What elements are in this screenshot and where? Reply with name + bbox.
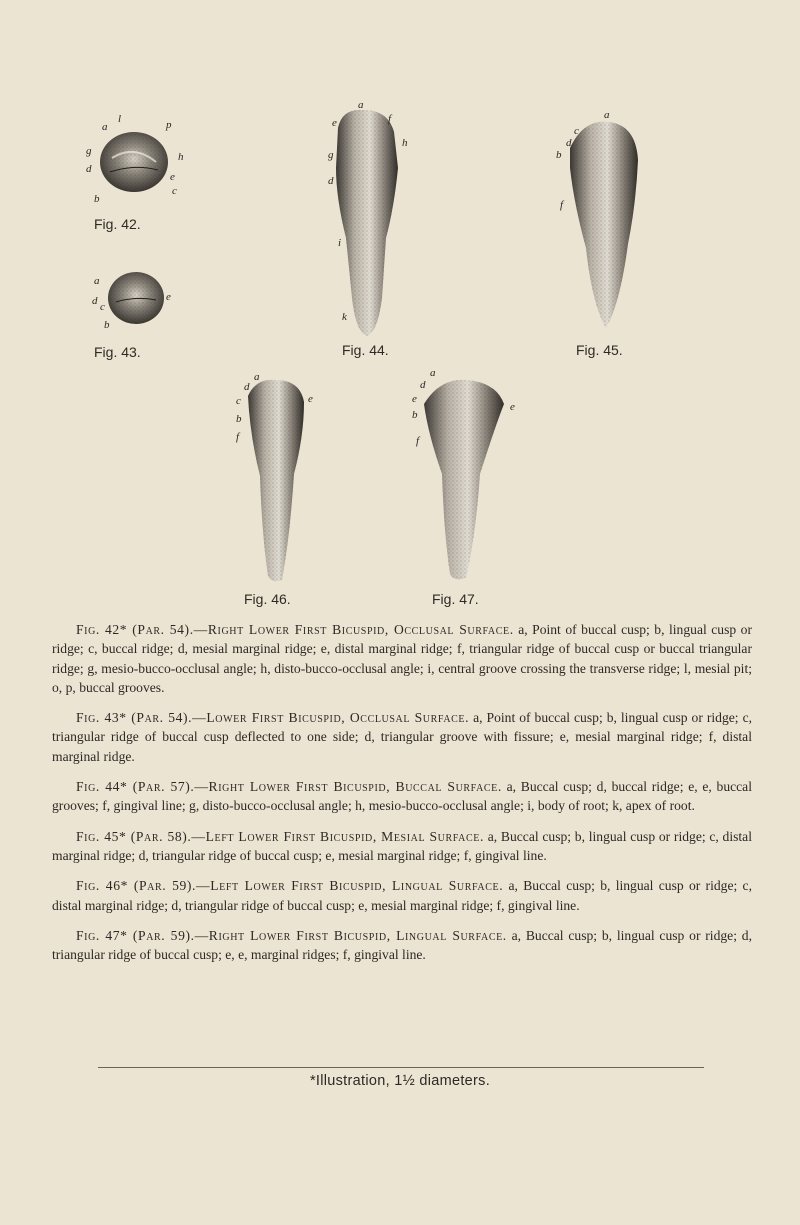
fig46-letter-d: d — [244, 381, 250, 393]
fig47-letter-d: d — [420, 379, 426, 391]
fig42-letter-d: d — [86, 163, 92, 175]
caption-fig-47: Fig. 47* (Par. 59).—Right Lower First Bicuspid, Lingual Surface. a, Buccal cusp; b, lingual cusp or ridge; d, triangular ridge of buccal cusp; e, e, marginal ridges; f, gingival line. — [52, 927, 752, 963]
fig47-letter-e-left: e — [412, 393, 417, 405]
fig44-letter-h: h — [402, 137, 408, 149]
tooth-lingual-illustration — [224, 366, 324, 592]
caption-fig-45: Fig. 45* (Par. 58).—Left Lower First Bicuspid, Mesial Surface. a, Buccal cusp; b, lingual cusp or ridge; c, distal marginal ridge; d, triangular ridge of buccal cusp; e, mesial marginal ridge; f, gingival line. — [52, 828, 752, 863]
fig42-letter-a: a — [102, 121, 108, 133]
footnote-divider — [98, 1067, 704, 1068]
fig43-letter-d: d — [92, 295, 98, 307]
tooth-buccal-illustration — [302, 98, 432, 344]
figure-46 — [224, 366, 324, 592]
figure-44 — [302, 98, 432, 344]
fig46-letter-f: f — [236, 431, 240, 443]
fig42-letter-b: b — [94, 193, 100, 205]
fig46-letter-c: c — [236, 395, 241, 407]
fig45-letter-f: f — [560, 199, 564, 211]
fig45-letter-a: a — [604, 109, 610, 121]
fig44-letter-g: g — [328, 149, 334, 161]
fig44-letter-a: a — [358, 99, 364, 111]
fig42-letter-e: e — [170, 171, 175, 183]
fig-44-label: Fig. 44. — [342, 342, 389, 358]
fig47-letter-a: a — [430, 367, 436, 379]
fig47-letter-e-right: e — [510, 401, 515, 413]
fig44-letter-f: f — [388, 113, 392, 125]
tooth-occlusal-illustration — [82, 114, 192, 214]
fig45-letter-d: d — [566, 137, 572, 149]
figure-43 — [86, 262, 186, 338]
footnote: *Illustration, 1½ diameters. — [309, 1073, 491, 1089]
figure-captions — [52, 620, 752, 975]
fig45-letter-b: b — [556, 149, 562, 161]
fig44-letter-i: i — [338, 237, 342, 249]
fig46-letter-b: b — [236, 413, 242, 425]
fig46-letter-e: e — [308, 393, 313, 405]
tooth-mesial-illustration — [540, 108, 670, 334]
fig-47-label: Fig. 47. — [432, 591, 479, 607]
fig47-letter-b: b — [412, 409, 418, 421]
caption-fig-46: Fig. 46* (Par. 59).—Left Lower First Bicuspid, Lingual Surface. a, Buccal cusp; b, lingual cusp or ridge; c, distal marginal ridge; d, triangular ridge of buccal cusp; e, mesial marginal ridge; f, gingival line. — [52, 878, 752, 913]
fig43-letter-a: a — [94, 275, 100, 287]
fig42-letter-h: h — [178, 151, 184, 163]
fig44-letter-k: k — [342, 311, 347, 323]
fig44-letter-d: d — [328, 175, 334, 187]
fig45-letter-c: c — [574, 125, 579, 137]
figure-45 — [540, 108, 670, 334]
fig42-letter-l: l — [118, 114, 122, 125]
fig43-letter-c: c — [100, 301, 105, 313]
caption-fig-42: Fig. 42* (Par. 54).—Right Lower First Bicuspid, Occlusal Surface. a, Point of buccal cusp; b, lingual cusp or ridge; c, buccal ridge; d, mesial marginal ridge; e, distal marginal ridge; f, triangular ridge of buccal cusp or buccal triangular ridge; g, mesio-bucco-occlusal angle; h, disto-bucco-occlusal angle; i, central groove crossing the transverse ridge; l, mesial pit; o, p, buccal grooves. — [52, 622, 752, 695]
caption-fig-44: Fig. 44* (Par. 57).—Right Lower First Bicuspid, Buccal Surface. a, Buccal cusp; d, buccal ridge; e, e, buccal grooves; f, gingival line; g, disto-bucco-occlusal angle; h, mesio-bucco-occlusal angle; i, body of root; k, apex of root. — [52, 779, 752, 814]
fig-43-label: Fig. 43. — [94, 344, 141, 360]
fig42-letter-c: c — [172, 185, 177, 197]
caption-fig-43: Fig. 43* (Par. 54).—Lower First Bicuspid, Occlusal Surface. a, Point of buccal cusp; b, lingual cusp or ridge; c, triangular ridge of buccal cusp deflected to one side; d, triangular groove with fissure; e, mesial marginal ridge; f, distal marginal ridge. — [52, 710, 752, 764]
fig47-letter-f: f — [416, 435, 420, 447]
tooth-occlusal-illustration — [86, 262, 186, 338]
figure-47 — [404, 364, 534, 590]
fig44-letter-e: e — [332, 117, 337, 129]
fig43-letter-e: e — [166, 291, 171, 303]
fig-46-label: Fig. 46. — [244, 591, 291, 607]
figure-42 — [82, 114, 192, 214]
fig46-letter-a: a — [254, 371, 260, 383]
fig42-letter-g: g — [86, 145, 92, 157]
fig43-letter-b: b — [104, 319, 110, 331]
tooth-lingual-illustration — [404, 364, 534, 590]
fig42-letter-p: p — [166, 119, 172, 131]
fig-45-label: Fig. 45. — [576, 342, 623, 358]
fig-42-label: Fig. 42. — [94, 216, 141, 232]
